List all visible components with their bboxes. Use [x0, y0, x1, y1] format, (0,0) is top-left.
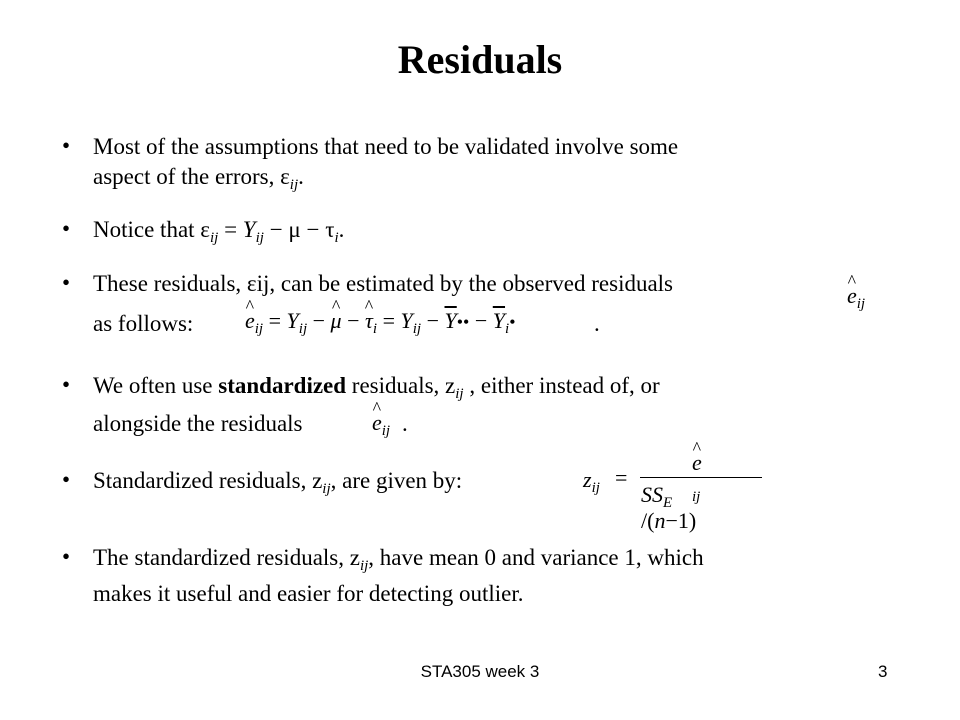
bullet-marker: •: [62, 544, 71, 569]
bullet-marker: •: [62, 467, 71, 492]
footer-course: STA305 week 3: [420, 662, 540, 681]
bullet-marker: •: [62, 372, 71, 397]
numerator: ^ $e_{ij}$: [692, 450, 702, 502]
bullet-4-line-2: alongside the residuals: [93, 411, 303, 436]
bullet-4-line-1: We often use standardized residuals, $z_{ij}$ , either instead of, or: [93, 373, 660, 402]
equals-sign: =: [615, 465, 628, 490]
bullet-4-period: .: [402, 411, 408, 436]
z-ij-symbol: $z_{ij}$: [583, 467, 600, 496]
bullet-marker: •: [62, 270, 71, 295]
formula-period: .: [594, 311, 600, 336]
fraction-bar: [640, 477, 762, 478]
slide-number: 3: [878, 662, 888, 681]
bullet-1-line-1: Most of the assumptions that need to be validated involve some: [93, 134, 679, 159]
bullet-1-line-2: aspect of the errors, $\varepsilon_{ij}$.: [93, 164, 304, 193]
bullet-marker: •: [62, 216, 71, 241]
residual-estimation-formula: ^ $e_{ij} = Y_{ij}$ − ^ μ − ^ $\tau_i = Y_{ij}$ − $\overline{Y}••$ − $\overline{Y}_i•$: [245, 308, 516, 334]
bullet-6-line-2: makes it useful and easier for detecting outlier.: [93, 581, 524, 606]
slide-title: Residuals: [397, 37, 563, 82]
bullet-5-text: Standardized residuals, $z_{ij}$, are given by:: [93, 468, 463, 497]
residual-hat-e-formula: ^ $e_{ij}$: [847, 283, 865, 309]
bullet-3-line-1: These residuals, εij, can be estimated by the observed residuals: [93, 271, 674, 296]
residual-hat-e-formula: ^ $e_{ij}$: [372, 410, 390, 436]
bullet-6-line-1: The standardized residuals, $z_{ij}$, have mean 0 and variance 1, which: [93, 545, 704, 574]
bullet-2-text: Notice that $\varepsilon_{ij} = Y_{ij} - \mu - \tau_i$.: [93, 217, 345, 246]
denominator: $SS_E$ /(n−1): [641, 482, 697, 533]
bullet-marker: •: [62, 133, 71, 158]
bullet-3-line-2: as follows:: [93, 311, 194, 336]
